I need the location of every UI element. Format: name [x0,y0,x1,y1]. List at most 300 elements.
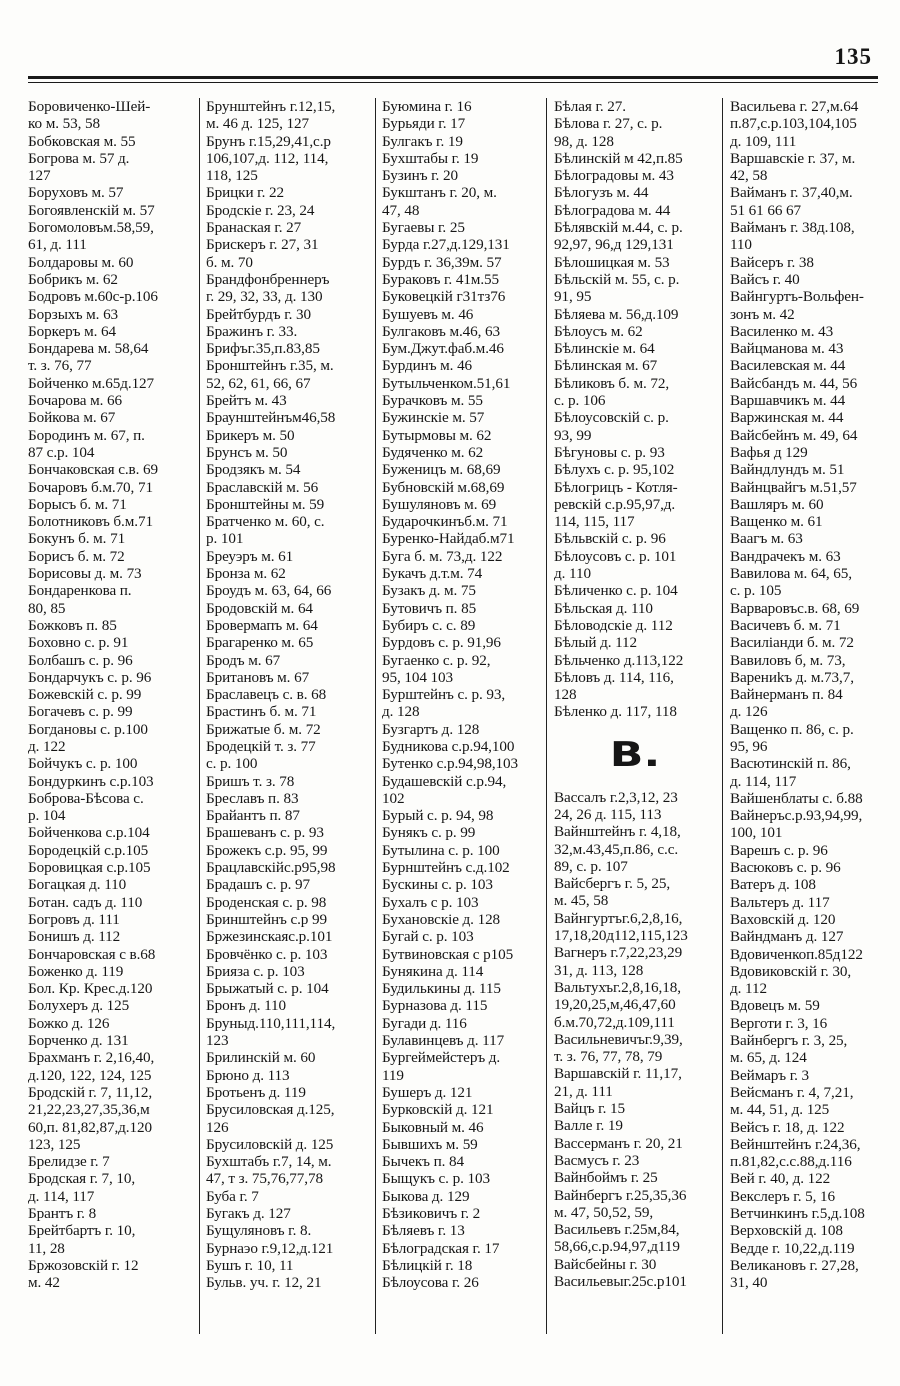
directory-entry: Вайнеръс.р.93,94,99, [730,807,863,825]
directory-entry: Брантъ г. 8 [28,1205,97,1222]
directory-entry: Бубновскій м.68,69 [382,478,505,496]
directory-entry: Вайнбергъ г. 3, 25, [730,1032,848,1050]
directory-entry: Васильевыг.25с.р101 [554,1273,687,1290]
directory-entry: Бѣлоусовъ с. р. 101 [554,547,677,565]
directory-entry: Бѣличенко с. р. 104 [554,582,678,600]
directory-entry: Бонишъ д. 112 [28,928,121,946]
directory-entry: 118, 125 [206,167,258,185]
directory-entry: Британовъ м. 67 [206,668,310,686]
directory-entry: Бывшихъ м. 59 [382,1135,478,1153]
directory-entry: м. 45, 58 [554,892,609,910]
directory-entry: Бѣзиковичъ г. 2 [382,1205,481,1222]
directory-entry: Бухштабъ г.7, 14, м. [206,1153,332,1171]
directory-entry: Боброва-Бѣсова с. [28,789,144,807]
directory-entry: м. 44, 51, д. 125 [730,1101,830,1119]
directory-entry: Брожекъ с.р. 95, 99 [206,841,328,859]
directory-entry: Бранаская г. 27 [206,219,302,237]
directory-entry: 95, 96 [730,737,768,755]
directory-entry: Брикеръ м. 50 [206,426,295,444]
directory-entry: 127 [28,167,51,185]
directory-entry: Васичевъ б. м. 71 [730,616,841,634]
directory-entry: Вайманъ г. 38д.108, [730,219,855,237]
directory-entry: Брусиловскій д. 125 [206,1135,334,1153]
directory-entry: Варшавскіе г. 37, м. [730,149,856,167]
directory-entry: Боровиченко-Шей- [28,98,151,115]
directory-entry: Бѣлоградовы м. 43 [554,167,674,185]
directory-entry: Булгаковъ м.46, 63 [382,322,501,340]
directory-entry: Вдовиковскій г. 30, [730,962,852,980]
directory-entry: Бургеймейстеръ д. [382,1049,501,1067]
directory-entry: д. 122 [28,737,66,755]
directory-entry: Бѣлая г. 27. [554,98,626,115]
directory-entry: Ватеръ д. 108 [730,876,816,894]
directory-entry: Брадашъ с. р. 97 [206,876,310,894]
directory-entry: Бржезинскаяс.р.101 [206,928,333,946]
directory-entry: Бородецкій с.р.105 [28,841,149,859]
directory-entry: Вальтухъг.2,8,16,18, [554,978,681,996]
directory-entry: Бутырмовы м. 62 [382,426,492,444]
directory-entry: Вайцманова м. 43 [730,340,844,358]
column-divider [375,98,376,1334]
directory-entry: Бѣльченко д.113,122 [554,651,684,669]
directory-entry: Броденская с. р. 98 [206,893,327,911]
directory-entry: д. 114, 117 [730,772,797,790]
directory-entry: Бѣловъ д. 114, 116, [554,668,674,686]
directory-entry: Будникова с.р.94,100 [382,737,515,755]
page-number: 135 [834,44,872,69]
directory-entry: Бондарева м. 58,64 [28,340,149,358]
directory-entry: Брайантъ п. 87 [206,807,300,825]
directory-entry: Бухштабы г. 19 [382,149,479,167]
directory-entry: Васютинскій п. 86, [730,755,851,773]
directory-entry: Бѣлоусъ м. 62 [554,322,643,340]
directory-entry: Бураковъ г. 41м.55 [382,270,500,288]
directory-entry: Бурнштейнъ с.д.102 [382,859,510,877]
directory-entry: Будилькины д. 115 [382,980,501,998]
directory-entry: 126 [206,1118,229,1136]
directory-entry: м. 46 д. 125, 127 [206,115,309,133]
directory-entry: д. 110 [554,565,591,583]
column-1 [28,98,192,1338]
directory-entry: 47, т з. 75,76,77,78 [206,1170,323,1188]
directory-entry: Булавинцевъ д. 117 [382,1032,505,1050]
directory-entry: 31, 40 [730,1274,768,1292]
directory-entry: Вайнгуртъ-Вольфен- [730,288,864,306]
directory-entry: Бѣльвскій с. р. 96 [554,530,666,548]
directory-entry: Брейтбартъ г. 10, [28,1222,136,1240]
directory-entry: Вайнбергъ г.25,35,36 [554,1186,687,1204]
directory-entry: с. р. 106 [554,392,606,410]
directory-entry: Бобрикъ м. 62 [28,270,118,288]
directory-entry: Борченко д. 131 [28,1032,129,1050]
directory-entry: Божковъ п. 85 [28,616,117,634]
directory-entry: Варжинская м. 44 [730,409,844,427]
directory-entry: Боруховъ м. 57 [28,184,124,202]
directory-entry: Бѣляева м. 56,д.109 [554,305,679,323]
directory-entry: Бунякина д. 114 [382,962,484,980]
directory-entry: м. 42 [28,1274,60,1292]
directory-entry: Бурнаэо г.9,12,д.121 [206,1239,334,1257]
directory-entry: Брюно д. 113 [206,1066,290,1084]
directory-entry: Бѣлоусова г. 26 [382,1274,479,1292]
directory-entry: Бутылина с. р. 100 [382,841,500,859]
directory-entry: Бѣлявскій м.44, с. р. [554,219,683,237]
directory-entry: Бондаренкова п. [28,582,132,600]
directory-entry: 98, д. 128 [554,132,614,150]
directory-entry: д. 109, 111 [730,132,797,150]
directory-entry: Бударочкинъб.м. 71 [382,513,508,531]
directory-entry: Болдаровы м. 60 [28,253,134,271]
directory-entry: т. з. 76, 77, 78, 79 [554,1048,663,1066]
directory-entry: Болбашъ с. р. 96 [28,651,133,669]
directory-entry: Брицки г. 22 [206,184,284,202]
directory-entry: Боровицкая с.р.105 [28,859,151,877]
directory-entry: Вайсеръ г. 38 [730,253,814,271]
directory-entry: Вайшенблаты с. б.88 [730,789,863,807]
directory-entry: Бродскіе г. 23, 24 [206,201,315,219]
directory-entry: Болотниковъ б.м.71 [28,513,153,531]
directory-entry: Болухеръ д. 125 [28,997,130,1015]
directory-entry: Богдановы с. р.100 [28,720,148,738]
directory-entry: Бурачковъ м. 55 [382,392,483,410]
directory-entry: Брандфонбреннеръ [206,270,330,288]
directory-entry: Бѣлоградская г. 17 [382,1239,500,1257]
directory-entry: Вайсбергъ г. 5, 25, [554,875,671,893]
directory-entry: Бронштейнъ г.35, м. [206,357,334,375]
directory-entry: Бруныд.110,111,114, [206,1014,336,1032]
directory-entry: Быковный м. 46 [382,1118,484,1136]
directory-entry: 21, д. 111 [554,1082,613,1100]
column-divider [546,98,547,1334]
directory-entry: Бузакъ д. м. 75 [382,582,476,600]
directory-entry: Вагнеръ г.7,22,23,29 [554,944,683,962]
directory-entry: Бускины с. р. 103 [382,876,493,894]
directory-entry: 19,20,25,м,46,47,60 [554,996,676,1014]
directory-entry: Вайндманъ д. 127 [730,928,844,946]
directory-entry: Вашляръ м. 60 [730,495,824,513]
directory-entry: Бушуевъ м. 46 [382,305,474,323]
directory-entry: Василіанди б. м. 72 [730,634,854,652]
directory-entry: Богомоловъм.58,59, [28,219,154,237]
directory-entry: Бурьяди г. 17 [382,115,466,133]
directory-entry: Буга б. м. 73,д. 122 [382,547,503,565]
directory-entry: Ваховскій д. 120 [730,910,836,928]
directory-entry: Бронштейны м. 59 [206,495,325,513]
directory-entry: п.87,с.р.103,104,105 [730,115,857,133]
directory-entry: Буба г. 7 [206,1187,259,1205]
header-rule-thin [28,82,878,83]
directory-entry: Бурый с. р. 94, 98 [382,807,494,825]
directory-entry: Борзыхъ м. 63 [28,305,119,323]
directory-entry: Вальтеръ д. 117 [730,893,830,911]
directory-entry: Брыжатый с. р. 104 [206,980,329,998]
directory-entry: 93, 99 [554,426,592,444]
directory-entry: Бродзякъ м. 54 [206,461,301,479]
directory-entry: 24, 26 д. 115, 113 [554,805,662,823]
directory-entry: Векслеръ г. 5, 16 [730,1187,835,1205]
directory-entry: Бойченко м.65д.127 [28,374,155,392]
directory-entry: Василенко м. 43 [730,322,834,340]
directory-entry: Ваагъ м. 63 [730,530,803,548]
directory-entry: Великановъ г. 27,28, [730,1256,859,1274]
directory-entry: Вайсъ г. 40 [730,270,800,288]
directory-entry: 119 [382,1066,404,1084]
directory-entry: Бѣльская д. 110 [554,599,653,617]
directory-entry: 123, 125 [28,1135,81,1153]
directory-entry: Варшавчикъ м. 44 [730,392,846,410]
directory-entry: Васильева г. 27,м.64 [730,98,859,115]
directory-entry: 11, 28 [28,1239,65,1257]
directory-entry: 17,18,20д112,115,123 [554,927,688,945]
directory-entry: 100, 101 [730,824,783,842]
directory-entry: Бондарчукъ с. р. 96 [28,668,152,686]
directory-entry: Бровчёнко с. р. 103 [206,945,328,963]
directory-entry: Василевская м. 44 [730,357,846,375]
directory-entry: б.м.70,72,д.109,111 [554,1013,675,1031]
directory-entry: Бочаровъ б.м.70, 71 [28,478,153,496]
directory-entry: Бум.Джут.фаб.м.46 [382,340,504,358]
directory-entry: Бришъ т. з. 78 [206,772,295,790]
directory-entry: Брастинъ б. м. 71 [206,703,317,721]
directory-entry: Браунштейнъм46,58 [206,409,336,427]
column-5 [730,98,880,1338]
directory-entry: Вавиловъ б, м. 73, [730,651,846,669]
directory-entry: Брацлавскійс.р95,98 [206,859,336,877]
directory-entry: Бокунъ б. м. 71 [28,530,126,548]
directory-entry: Бугакъ д. 127 [206,1205,291,1222]
directory-entry: Бушъ г. 10, 11 [206,1256,294,1274]
directory-entry: Бухалъ с р. 103 [382,893,479,911]
directory-entry: Брунсъ м. 50 [206,443,288,461]
directory-entry: Бутенко с.р.94,98,103 [382,755,519,773]
directory-entry: Бойчукъ с. р. 100 [28,755,138,773]
directory-entry: Бугади д. 116 [382,1014,467,1032]
directory-entry: Бѣлинскій м 42,п.85 [554,149,683,167]
directory-entry: Бѣлогрицъ - Котля- [554,478,678,496]
directory-entry: Бѣловодскіе д. 112 [554,616,673,634]
directory-entry: Брилинскій м. 60 [206,1049,316,1067]
directory-entry: Боженко д. 119 [28,962,124,980]
directory-entry: Бѣльскій м. 55, с. р. [554,270,680,288]
directory-entry: Будяченко м. 62 [382,443,484,461]
directory-entry: Бротьенъ д. 119 [206,1083,306,1101]
directory-entry: Брижатые б. м. 72 [206,720,321,738]
directory-entry: д. 128 [382,703,420,721]
directory-entry: б. м. 70 [206,253,253,271]
directory-entry: Вейсъ г. 18, д. 122 [730,1118,845,1136]
directory-entry: 32,м.43,45,п.86, с.с. [554,840,679,858]
directory-entry: Ведде г. 10,22,д.119 [730,1239,855,1257]
directory-entry: 42, 58 [730,167,768,185]
directory-entry: 92,97, 96,д 129,131 [554,236,674,254]
directory-entry: Бѣликовъ б. м. 72, [554,374,670,392]
directory-entry: Бѣлоградова м. 44 [554,201,671,219]
directory-entry: Вайнгуртъг.6,2,8,16, [554,909,683,927]
directory-entry: Бурдинъ м. 46 [382,357,473,375]
column-4 [554,98,716,1338]
directory-entry: Бродская г. 7, 10, [28,1170,136,1188]
directory-entry: Варениkъ д. м.73,7, [730,668,854,686]
directory-entry: Бреславъ п. 83 [206,789,299,807]
directory-entry: Вафья д 129 [730,443,808,461]
directory-entry: Буренко-Найдаб.м71 [382,530,515,548]
directory-entry: Бѣлова г. 27, с. р. [554,115,663,133]
directory-entry: Васильневичъг.9,39, [554,1030,683,1048]
directory-entry: Бузгартъ д. 128 [382,720,480,738]
directory-entry: Вайнерманъ п. 84 [730,686,843,704]
directory-entry: Вей г. 40, д. 122 [730,1170,831,1188]
directory-entry: Богрова м. 57 д. [28,149,130,167]
directory-entry: Бѣлоусовскій с. р. [554,409,669,427]
directory-entry: с. р. 100 [206,755,258,773]
directory-entry: Бурда г.27,д.129,131 [382,236,510,254]
directory-entry: Бородинъ м. 67, п. [28,426,145,444]
directory-entry: Бунякъ с. р. 99 [382,824,476,842]
directory-entry: Бурковскій д. 121 [382,1101,494,1119]
directory-entry: Бродъ м. 67 [206,651,281,669]
directory-entry: Вайндлундъ м. 51 [730,461,845,479]
directory-entry: Брагаренко м. 65 [206,634,314,652]
spacer [554,721,716,729]
directory-entry: Бѣлинскіе м. 64 [554,340,655,358]
directory-entry: Булгакъ г. 19 [382,132,463,150]
directory-entry: Бухановскіе д. 128 [382,910,501,928]
directory-entry: Боховно с. р. 91 [28,634,129,652]
section-heading-letter: В. [609,734,661,775]
directory-entry: 89, с. р. 107 [554,857,628,875]
directory-entry: Вайцъ г. 15 [554,1100,625,1118]
directory-entry: Борысъ б. м. 71 [28,495,127,513]
directory-entry: Букачъ д.т.м. 74 [382,565,483,583]
directory-entry: Бондуркинъ с.р.103 [28,772,154,790]
directory-entry: Бѣлинская м. 67 [554,357,658,375]
directory-entry: Брейтбурдъ г. 30 [206,305,312,323]
directory-entry: Бойченкова с.р.104 [28,824,150,842]
directory-entry: Вассалъ г.2,3,12, 23 [554,788,678,806]
directory-entry: Богровъ д. 111 [28,910,120,928]
directory-entry: Богацкая д. 110 [28,876,127,894]
directory-entry: Вайманъ г. 37,40,м. [730,184,853,202]
directory-entry: 51 61 66 67 [730,201,802,219]
directory-entry: Брискеръ г. 27, 31 [206,236,319,254]
directory-entry: Вайсбандъ м. 44, 56 [730,374,858,392]
directory-entry: Бринштейнъ с.р 99 [206,910,327,928]
directory-entry: д. 114, 117 [28,1187,95,1205]
directory-columns [28,98,876,1338]
directory-entry: с. р. 105 [730,582,782,600]
directory-entry: Бровермапъ м. 64 [206,616,318,634]
directory-entry: д. 126 [730,703,768,721]
directory-entry: Бѣлухъ с. р. 95,102 [554,461,675,479]
directory-entry: т. з. 76, 77 [28,357,92,375]
directory-entry: 91, 95 [554,288,592,306]
directory-entry: р. 101 [206,530,244,548]
directory-entry: Вейнштейнъ г.24,36, [730,1135,861,1153]
directory-entry: 123 [206,1032,229,1050]
column-divider [722,98,723,1334]
directory-entry: Вавилова м. 64, 65, [730,565,852,583]
directory-entry: Бончаровская с в.68 [28,945,156,963]
directory-entry: 106,107,д. 112, 114, [206,149,329,167]
directory-entry: Бурштейнъ с. р. 93, [382,686,506,704]
directory-entry: Варшавскій г. 11,17, [554,1065,682,1083]
directory-entry: Бѣляевъ г. 13 [382,1222,465,1240]
directory-entry: Бутыльченком.51,61 [382,374,511,392]
directory-entry: Быщукъ с. р. 103 [382,1170,490,1188]
directory-entry: 95, 104 103 [382,668,454,686]
directory-entry: 21,22,23,27,35,36,м [28,1101,150,1119]
directory-entry: Бурназова д. 115 [382,997,488,1015]
directory-entry: Бѣлогузъ м. 44 [554,184,649,202]
directory-entry: Брифъг.35,п.83,85 [206,340,320,358]
directory-entry: Брунштейнъ г.12,15, [206,98,336,115]
directory-entry: Васюковъ с. р. 96 [730,859,841,877]
directory-entry: Ветчинкинъ г.5,д.108 [730,1205,865,1222]
directory-entry: 61, д. 111 [28,236,87,254]
directory-entry: Бульв. уч. г. 12, 21 [206,1274,322,1292]
directory-entry: Бущуляновъ г. 8. [206,1222,312,1240]
directory-entry: Бубиръ с. с. 89 [382,616,476,634]
column-3 [382,98,542,1338]
directory-entry: Броудъ м. 63, 64, 66 [206,582,332,600]
directory-entry: 110 [730,236,752,254]
directory-entry: Вайнштейнъ г. 4,18, [554,823,681,841]
directory-entry: Бѣлый д. 112 [554,634,638,652]
directory-entry: 31, д. 113, 128 [554,961,644,979]
directory-entry: д.120, 122, 124, 125 [28,1066,152,1084]
directory-entry: Брахманъ г. 2,16,40, [28,1049,155,1067]
directory-entry: Ващенко п. 86, с. р. [730,720,854,738]
directory-entry: Бодровъ м.60с-р.106 [28,288,158,306]
directory-entry: м. 47, 50,52, 59, [554,1203,654,1221]
directory-entry: Веймаръ г. 3 [730,1066,809,1084]
directory-entry: Богачевъ с. р. 99 [28,703,133,721]
directory-entry: Вайнбоймъ г. 25 [554,1169,658,1187]
directory-entry: 128 [554,686,577,704]
directory-entry: Бронъ д. 110 [206,997,287,1015]
directory-entry: Бойкова м. 67 [28,409,116,427]
header-rule-thick [28,76,878,79]
directory-entry: Валле г. 19 [554,1117,623,1135]
directory-entry: м. 65, д. 124 [730,1049,807,1067]
directory-entry: Бѣлошицкая м. 53 [554,253,670,271]
directory-entry: Бурдовъ с. р. 91,96 [382,634,501,652]
directory-entry: Братченко м. 60, с. [206,513,325,531]
directory-entry: Бончаковская с.в. 69 [28,461,159,479]
directory-entry: ревскій с.р.95,97,д. [554,495,676,513]
directory-entry: Буженицъ м. 68,69 [382,461,501,479]
directory-entry: Вайсбейнъ м. 49, 64 [730,426,858,444]
directory-entry: Вдовиченкоп.85д122 [730,945,863,963]
directory-entry: Будашевскій с.р.94, [382,772,507,790]
directory-entry: Бобковская м. 55 [28,132,136,150]
directory-entry: Бѣлицкій г. 18 [382,1256,473,1274]
directory-entry: р. 104 [28,807,66,825]
directory-entry: Божевскій с. р. 99 [28,686,142,704]
directory-entry: Буюмина г. 16 [382,98,472,115]
directory-entry: Бродецкій т. з. 77 [206,737,316,755]
directory-entry: Букштанъ г. 20, м. [382,184,497,202]
directory-entry: Вейсманъ г. 4, 7,21, [730,1083,854,1101]
column-divider [199,98,200,1334]
directory-entry: Бронза м. 62 [206,565,286,583]
directory-entry: Бушуляновъ м. 69 [382,495,497,513]
directory-entry: Бугаевы г. 25 [382,219,465,237]
directory-entry: Ботан. садъ д. 110 [28,893,143,911]
directory-entry: Брашеванъ с. р. 93 [206,824,324,842]
directory-entry: 80, 85 [28,599,66,617]
directory-entry: Бугай с. р. 103 [382,928,474,946]
